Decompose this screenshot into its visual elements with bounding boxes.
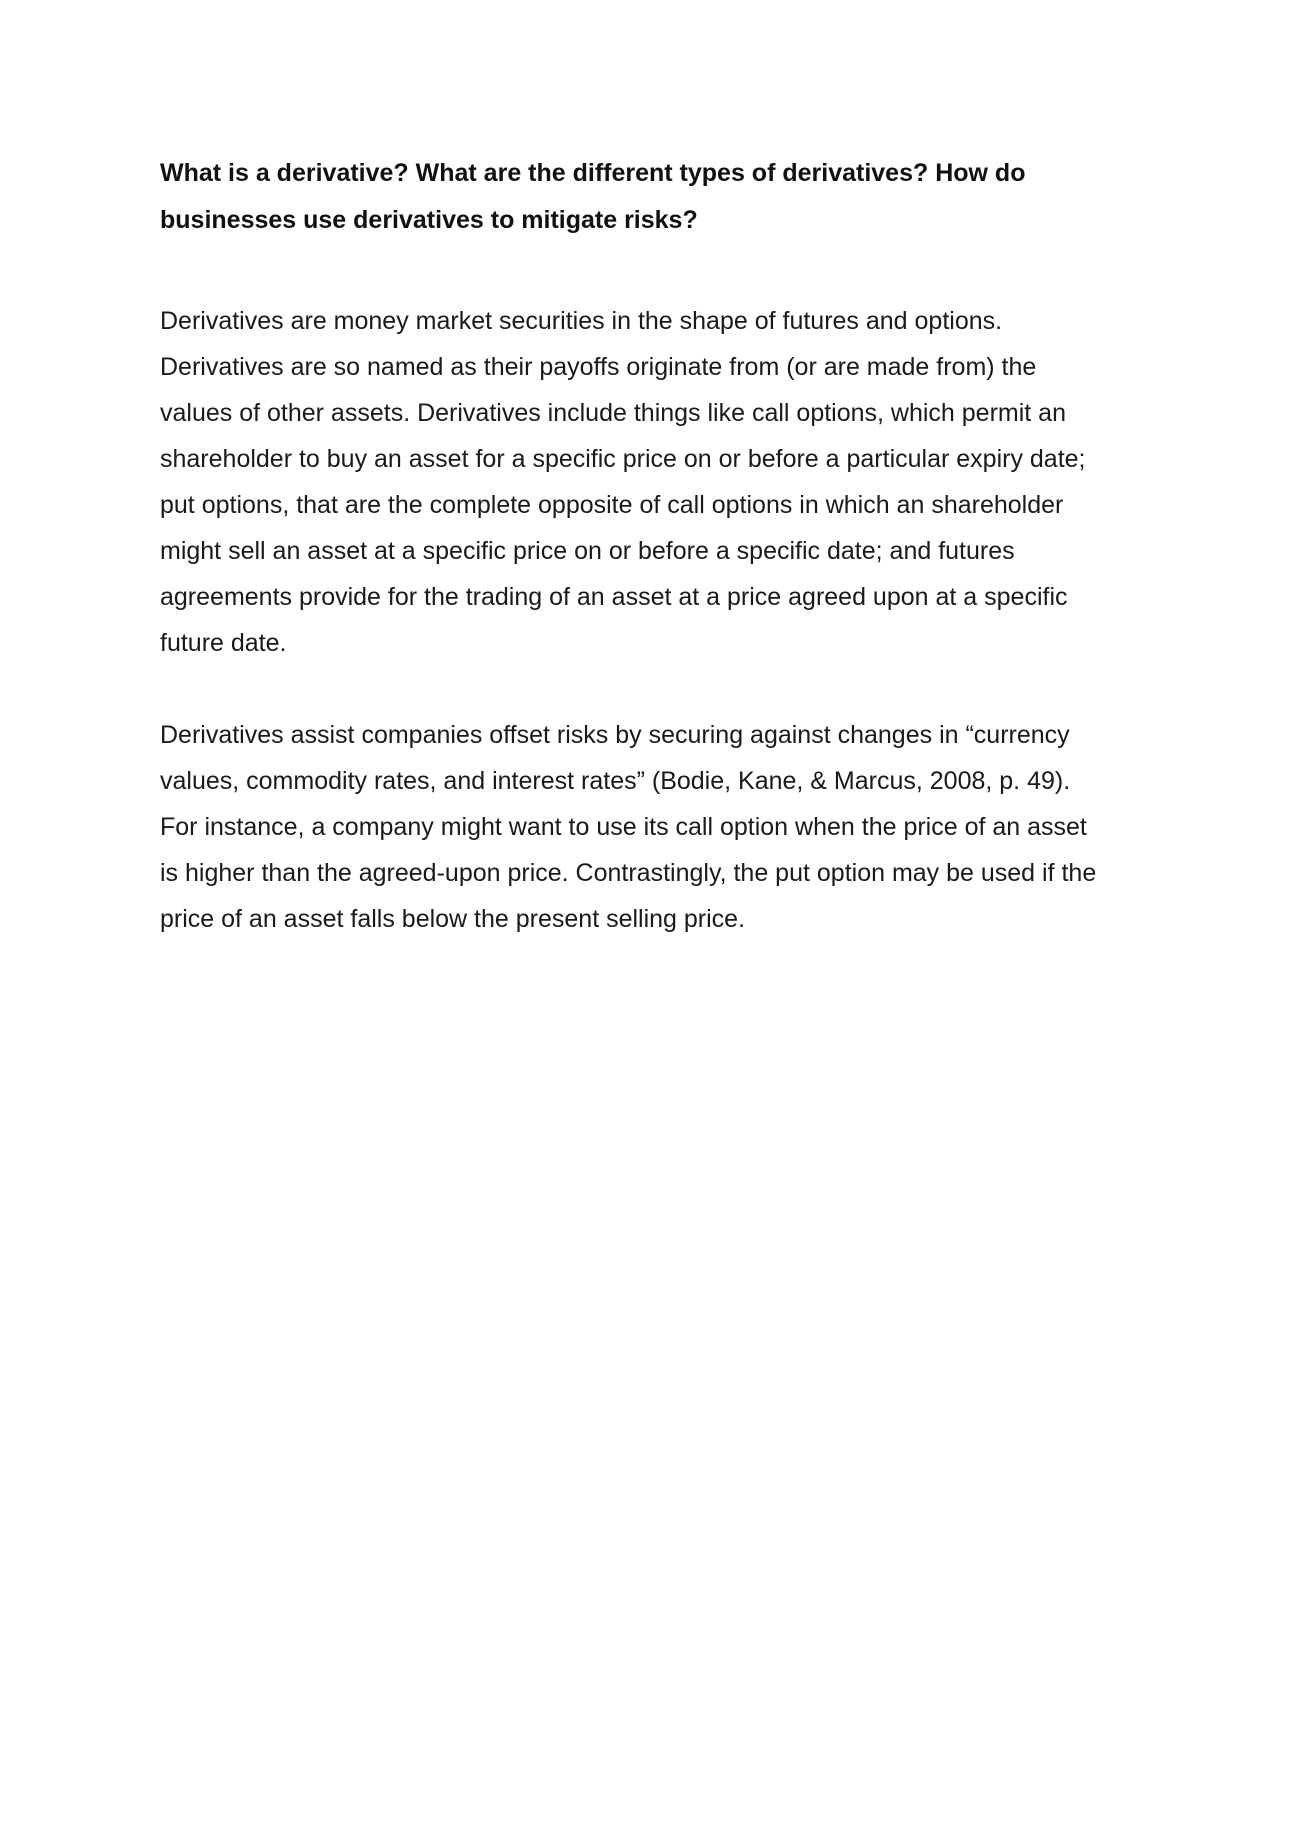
paragraph-line: Derivatives are money market securities in the shape of futures and options.: [160, 307, 1003, 335]
paragraph-line: agreements provide for the trading of an asset at a price agreed upon at a specific: [160, 583, 1068, 611]
paragraph-definition: [160, 298, 1170, 666]
paragraph-line: might sell an asset at a specific price on or before a specific date; and futures: [160, 537, 1015, 565]
paragraph-line: price of an asset falls below the present selling price.: [160, 905, 746, 933]
paragraph-line: For instance, a company might want to use its call option when the price of an asset: [160, 813, 1087, 841]
paragraph-line: future date.: [160, 629, 287, 657]
heading-line: businesses use derivatives to mitigate risks?: [160, 206, 698, 234]
paragraph-line: Derivatives assist companies offset risks by securing against changes in “currency: [160, 721, 1070, 749]
heading-line: What is a derivative? What are the different types of derivatives? How do: [160, 159, 1026, 187]
document-body: [160, 150, 1170, 988]
paragraph-risk-mitigation: [160, 712, 1170, 942]
question-heading: [160, 150, 1170, 244]
paragraph-line: is higher than the agreed-upon price. Contrastingly, the put option may be used if the: [160, 859, 1097, 887]
paragraph-line: shareholder to buy an asset for a specific price on or before a particular expiry date;: [160, 445, 1086, 473]
paragraph-line: values of other assets. Derivatives include things like call options, which permit an: [160, 399, 1066, 427]
paragraph-line: values, commodity rates, and interest rates” (Bodie, Kane, & Marcus, 2008, p. 49).: [160, 767, 1071, 795]
paragraph-line: put options, that are the complete opposite of call options in which an shareholder: [160, 491, 1064, 519]
paragraph-line: Derivatives are so named as their payoffs originate from (or are made from) the: [160, 353, 1037, 381]
